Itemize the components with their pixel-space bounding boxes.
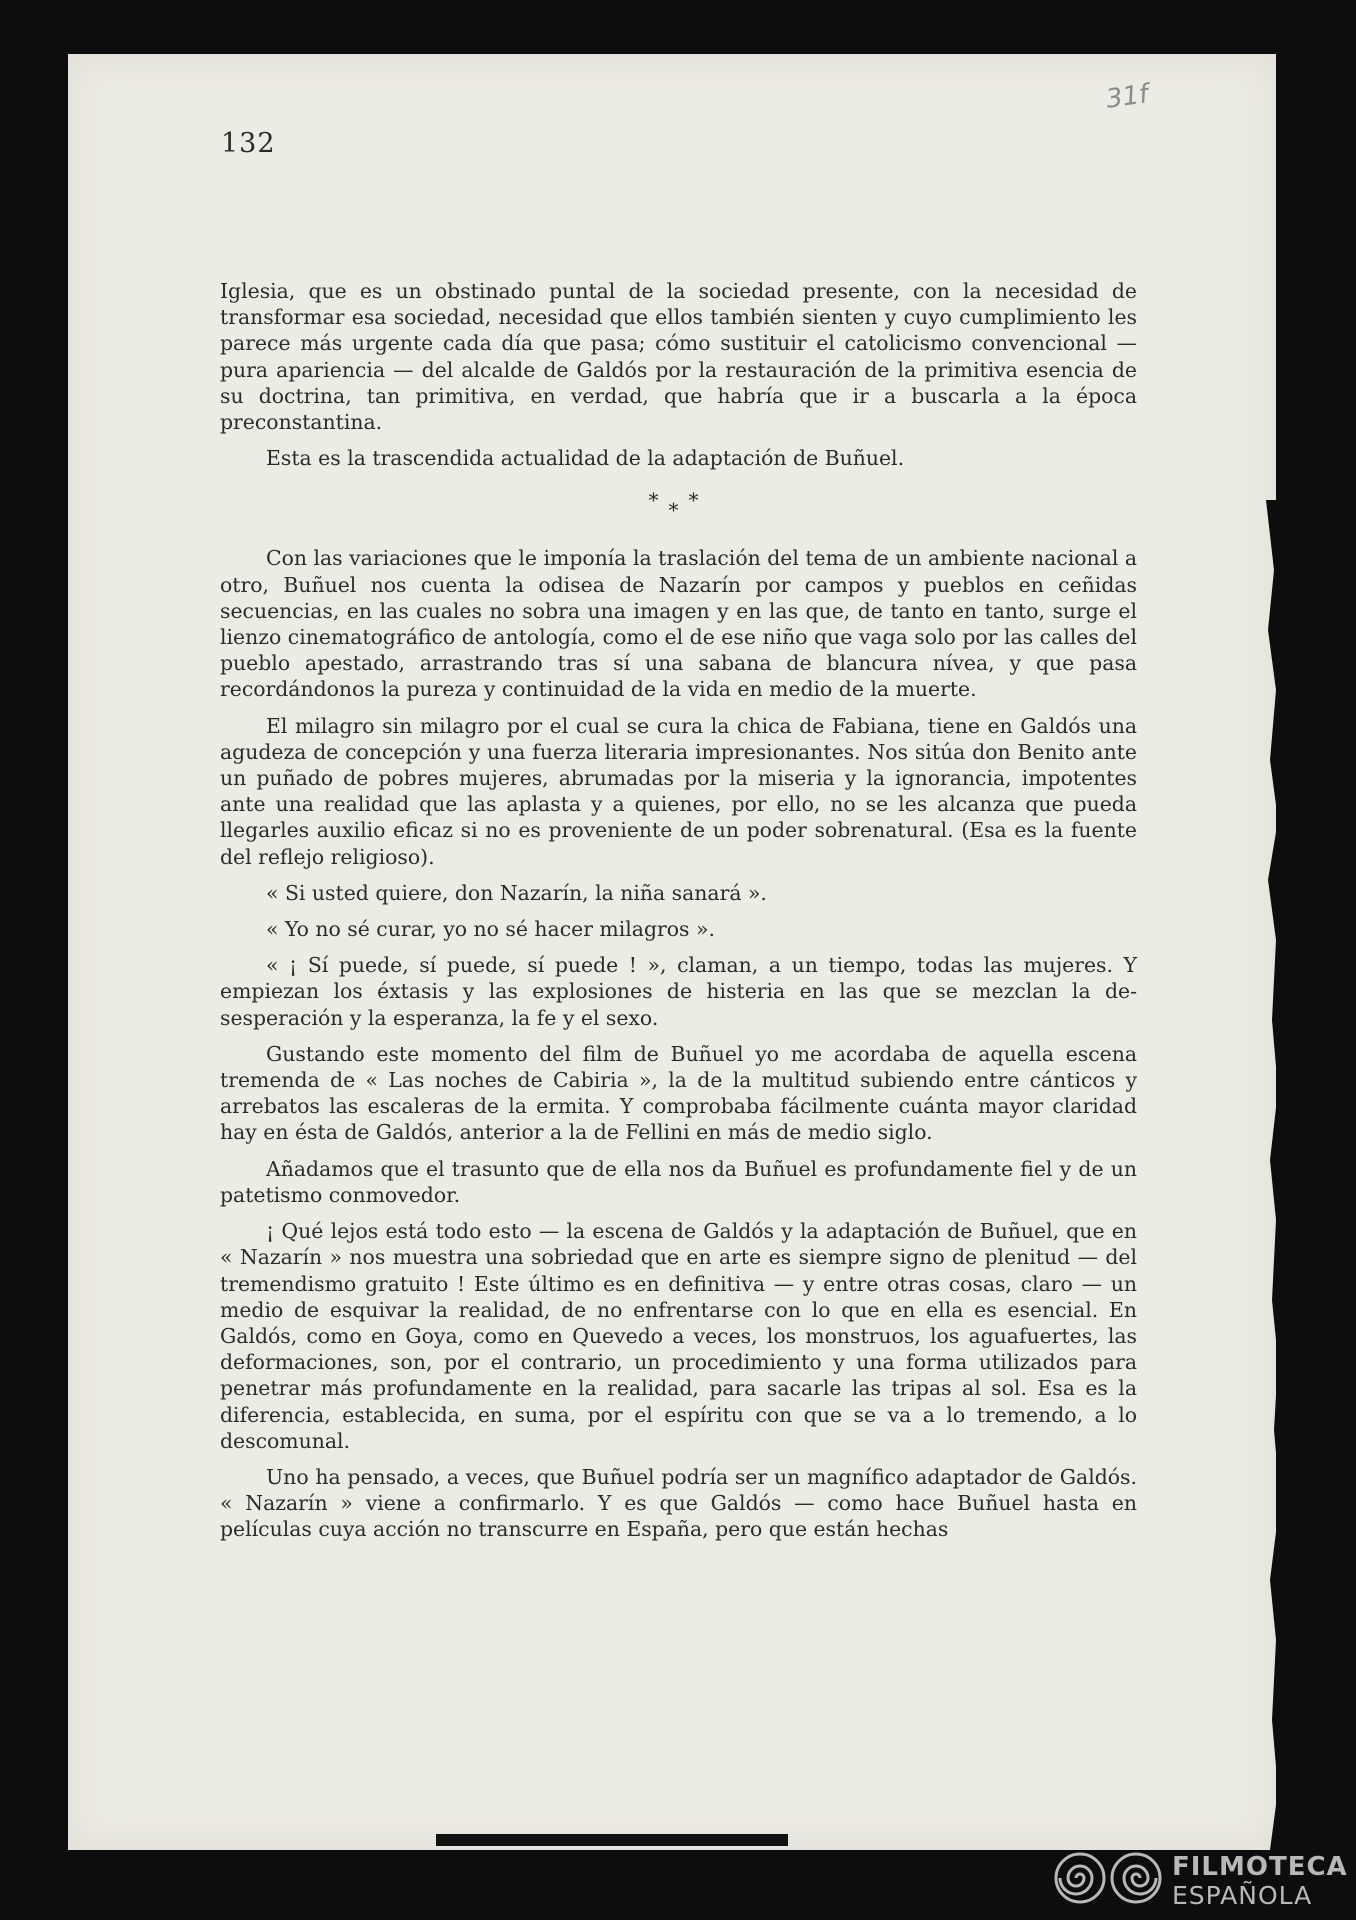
spiral-logo-icon bbox=[1052, 1850, 1164, 1906]
paragraph: Con las variaciones que le imponía la traslación del tema de un ambiente nacional a otro, Buñuel nos cuenta la odisea de Nazarín por campos y pueblos en ceñidas secuencias, en las cuales no sobra una imagen y en las que, de tanto en tanto, surge el lienzo cinematográfico de antología, como el de ese niño que vaga solo por las calles del pueblo apestado, arrastrando tras sí una sabana de blancura nívea, y que pasa recordándonos la pureza y continuidad de la vida en medio de la muerte. bbox=[220, 546, 1137, 702]
quote-line: « Si usted quiere, don Nazarín, la niña sanará ». bbox=[266, 880, 767, 905]
paragraph: El milagro sin milagro por el cual se cura la chica de Fabiana, tiene en Galdós una agudeza de concepción y una fuerza literaria impresionantes. Nos sitúa don Benito ante un puñado de pobres mujeres, abrumadas por la miseria y la ignorancia, impotentes ante una realidad que las aplasta y a quienes, por ello, no se les alcanza que pueda llegarles auxilio eficaz si no es proveniente de un poder sobrenatural. (Esa es la fuente del reflejo religioso). bbox=[220, 713, 1137, 869]
binding-strip bbox=[436, 1834, 788, 1846]
filmoteca-logo bbox=[1052, 1848, 1352, 1908]
paragraph: Iglesia, que es un obstinado puntal de la sociedad presente, con la necesidad de transformar esa sociedad, necesidad que ellos también sienten y cuyo cumplimiento les parece más urgente cada día que pasa; cómo sustituir el catolicismo convencional — pura apariencia — del alcalde de Galdós por la restauración de la primitiva esencia de su doctrina, tan primitiva, en verdad, que habría que ir a buscarla a la época preconstantina. bbox=[220, 279, 1137, 435]
body-text bbox=[220, 278, 1137, 1553]
quote-line: « Yo no sé curar, yo no sé hacer milagros ». bbox=[266, 917, 715, 942]
asterisk-icon: * bbox=[648, 488, 669, 513]
logo-text-line1: FILMOTECA bbox=[1172, 1852, 1348, 1882]
asterisk-icon: * bbox=[688, 488, 709, 513]
section-divider bbox=[220, 488, 1137, 523]
paragraph: Uno ha pensado, a veces, que Buñuel podría ser un magnífico adaptador de Galdós. « Nazarín » viene a confirmarlo. Y es que Galdós — como hace Buñuel hasta en películas cuya acción no transcurre en España, pero que están hechas bbox=[220, 1464, 1137, 1542]
paragraph: Añadamos que el trasunto que de ella nos da Buñuel es profundamente fiel y de un patetismo conmovedor. bbox=[220, 1156, 1137, 1207]
paragraph: Gustando este momento del film de Buñuel yo me acordaba de aquella escena tremenda de « Las noches de Cabiria », la de la multitud subiendo entre cánticos y arrebatos las escaleras de la ermita. Y comprobaba fácilmente cuánta mayor claridad hay en ésta de Galdós, anterior a la de Fellini en más de medio siglo. bbox=[220, 1041, 1137, 1145]
page-number: 132 bbox=[221, 128, 276, 159]
logo-text-line2: ESPAÑOLA bbox=[1172, 1881, 1313, 1910]
pencil-annotation: 31f bbox=[1104, 79, 1151, 115]
paragraph: « ¡ Sí puede, sí puede, sí puede ! », claman, a un tiempo, todas las mujeres. Y empiezan los éxtasis y las explosiones de histeria en las que se mezclan la desesperación y la esperanza, la fe y el sexo. bbox=[220, 953, 1137, 1030]
asterisk-icon: * bbox=[668, 498, 689, 523]
paragraph: Esta es la trascendida actualidad de la adaptación de Buñuel. bbox=[266, 446, 905, 471]
paragraph: ¡ Qué lejos está todo esto — la escena de Galdós y la adaptación de Buñuel, que en « Nazarín » nos muestra una sobriedad que en arte es siempre signo de plenitud — del tremendismo gratuito ! Este último es en definitiva — y entre otras cosas, claro — un medio de esquivar la realidad, de no enfrentarse con lo que en ella es esencial. En Galdós, como en Goya, como en Quevedo a veces, los monstruos, los aguafuertes, las deformaciones, son, por el contrario, un procedimiento y una forma utilizados para penetrar más profundamente en la realidad, para sacarle las tripas al sol. Esa es la diferencia, establecida, en suma, por el espíritu con que se va a lo tremendo, a lo descomunal. bbox=[220, 1219, 1137, 1453]
